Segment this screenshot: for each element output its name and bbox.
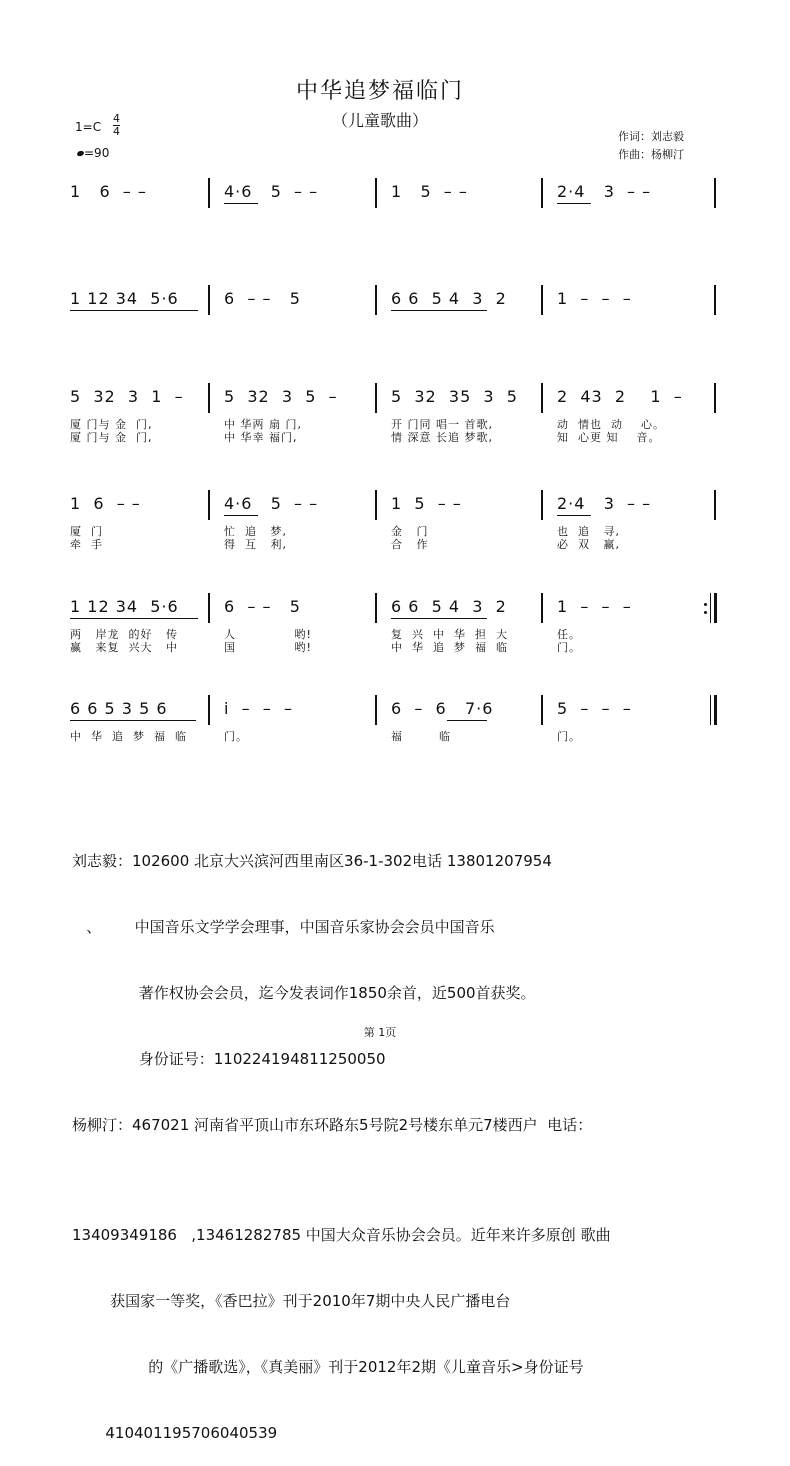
measure-notes: 1 5 – – (391, 494, 462, 513)
lyric-line: 中 华两 扇 门, (224, 418, 302, 431)
bar-line (375, 695, 377, 725)
lyric-line: 忙 追 梦, (224, 525, 287, 538)
measure-notes: 5 32 3 5 – (224, 387, 338, 406)
measure-notes: 5 32 3 1 – (70, 387, 184, 406)
measure-notes: 6 – – 5 (224, 597, 301, 616)
lyric-line: 门。 (557, 730, 581, 743)
bar-line (375, 178, 377, 208)
measure-notes: 6 6 5 4 3 2 (391, 289, 507, 308)
footer-notes (72, 806, 611, 1466)
measure-notes: 1 12 34 5·6 (70, 597, 179, 616)
bar-line (714, 285, 716, 315)
beam-underline (70, 618, 198, 619)
footer-line: 杨柳汀：467021 河南省平顶山市东环路东5号院2号楼东单元7楼西户 电话： (72, 1116, 593, 1134)
footer-line: 410401195706040539 (72, 1424, 278, 1442)
beam-underline (224, 515, 258, 516)
lyric-line: 中 华幸 福门, (224, 431, 298, 444)
bar-line (375, 383, 377, 413)
bar-line (375, 490, 377, 520)
bar-line (375, 593, 377, 623)
lyric-line: 厦 门 (70, 525, 103, 538)
lyric-line: 知 心更 知 音。 (557, 431, 661, 444)
footer-line: 的《广播歌选》，《真美丽》刊于2012年2期《儿童音乐>身份证号 (72, 1358, 584, 1376)
footer-line: 13409349186 ,13461282785 中国大众音乐协会会员。近年来许多原创 歌曲 (72, 1226, 611, 1244)
bar-line (208, 383, 210, 413)
bar-line (714, 178, 716, 208)
beam-underline (224, 203, 258, 204)
measure-notes: 6 6 5 3 5 6 (70, 699, 168, 718)
bar-line (541, 285, 543, 315)
lyric-line: 赢 来复 兴大 中 (70, 641, 178, 654)
time-signature (113, 113, 120, 138)
lyric-line: 福 临 (391, 730, 451, 743)
lyric-line: 开 门同 唱一 首歌, (391, 418, 493, 431)
measure-notes: 2·4 3 – – (557, 494, 652, 513)
measure-notes: 1 – – – (557, 289, 632, 308)
measure-notes: 2 43 2 1 – (557, 387, 683, 406)
beam-underline (557, 515, 591, 516)
beam-underline (557, 203, 591, 204)
final-bar-line (710, 695, 711, 725)
lyricist-credit: 作词：刘志毅 (618, 130, 684, 143)
measure-notes: i – – – (224, 699, 293, 718)
measure-notes: 2·4 3 – – (557, 182, 652, 201)
measure-notes: 5 – – – (557, 699, 632, 718)
measure-notes: 6 – – 5 (224, 289, 301, 308)
beam-underline (70, 310, 198, 311)
beam-underline (70, 720, 196, 721)
footer-line: 获国家一等奖，《香巴拉》刊于2010年7期中央人民广播电台 (72, 1292, 511, 1310)
bar-line (714, 695, 717, 725)
song-subtitle: （儿童歌曲） (331, 111, 428, 130)
lyric-line: 国 哟! (224, 641, 312, 654)
composer-credit: 作曲：杨柳汀 (618, 148, 684, 161)
repeat-bar-line (710, 593, 711, 623)
lyric-line: 厦 门与 金 门, (70, 431, 153, 444)
repeat-dot (704, 611, 707, 614)
beam-underline (391, 618, 487, 619)
beam-underline (391, 310, 487, 311)
measure-notes: 5 32 35 3 5 (391, 387, 518, 406)
footer-line: 身份证号：110224194811250050 (72, 1050, 386, 1068)
measure-notes: 6 – 6 7·6 (391, 699, 494, 718)
measure-notes: 4·6 5 – – (224, 182, 319, 201)
key-signature: 1=C (75, 120, 102, 134)
footer-line: 刘志毅：102600 北京大兴滨河西里南区36-1-302电话 13801207954 (72, 852, 552, 870)
bar-line (541, 490, 543, 520)
lyric-line: 中 华 追 梦 福 临 (391, 641, 508, 654)
measure-notes: 1 – – – (557, 597, 632, 616)
lyric-line: 合 作 (391, 538, 429, 551)
bar-line (541, 178, 543, 208)
measure-notes: 4·6 5 – – (224, 494, 319, 513)
time-sig-top: 4 (113, 112, 120, 125)
beam-underline (447, 720, 487, 721)
lyric-line: 动 情也 动 心。 (557, 418, 665, 431)
bar-line (208, 695, 210, 725)
lyric-line: 金 门 (391, 525, 429, 538)
lyric-line: 复 兴 中 华 担 大 (391, 628, 508, 641)
lyric-line: 牵 手 (70, 538, 103, 551)
lyric-line: 厦 门与 金 门, (70, 418, 153, 431)
bar-line (375, 285, 377, 315)
bar-line (714, 383, 716, 413)
measure-notes: 1 6 – – (70, 182, 147, 201)
bar-line (208, 490, 210, 520)
bar-line (541, 593, 543, 623)
repeat-dot (704, 603, 707, 606)
lyric-line: 情 深意 长追 梦歌, (391, 431, 493, 444)
bar-line (714, 593, 717, 623)
footer-line: 著作权协会会员，迄今发表词作1850余首，近500首获奖。 (72, 984, 536, 1002)
measure-notes: 1 6 – – (70, 494, 141, 513)
page-number: 第 1页 (363, 1026, 397, 1039)
lyric-line: 两 岸龙 的好 传 (70, 628, 178, 641)
measure-notes: 1 5 – – (391, 182, 468, 201)
song-title: 中华追梦福临门 (295, 79, 464, 104)
lyric-line: 任。 (557, 628, 581, 641)
tempo-marking (77, 146, 109, 160)
bar-line (208, 285, 210, 315)
bar-line (208, 178, 210, 208)
lyric-line: 门。 (557, 641, 581, 654)
lyric-line: 门。 (224, 730, 248, 743)
tempo-value: =90 (84, 146, 110, 160)
bar-line (541, 695, 543, 725)
bar-line (208, 593, 210, 623)
bar-line (714, 490, 716, 520)
lyric-line: 得 互 利, (224, 538, 287, 551)
lyric-line: 必 双 赢, (557, 538, 620, 551)
measure-notes: 6 6 5 4 3 2 (391, 597, 507, 616)
footer-line: 、 中国音乐文学学会理事，中国音乐家协会会员中国音乐 (72, 918, 495, 936)
measure-notes: 1 12 34 5·6 (70, 289, 179, 308)
lyric-line: 也 追 寻, (557, 525, 620, 538)
bar-line (541, 383, 543, 413)
time-sig-bottom: 4 (113, 125, 120, 138)
lyric-line: 中 华 追 梦 福 临 (70, 730, 187, 743)
lyric-line: 人 哟! (224, 628, 312, 641)
